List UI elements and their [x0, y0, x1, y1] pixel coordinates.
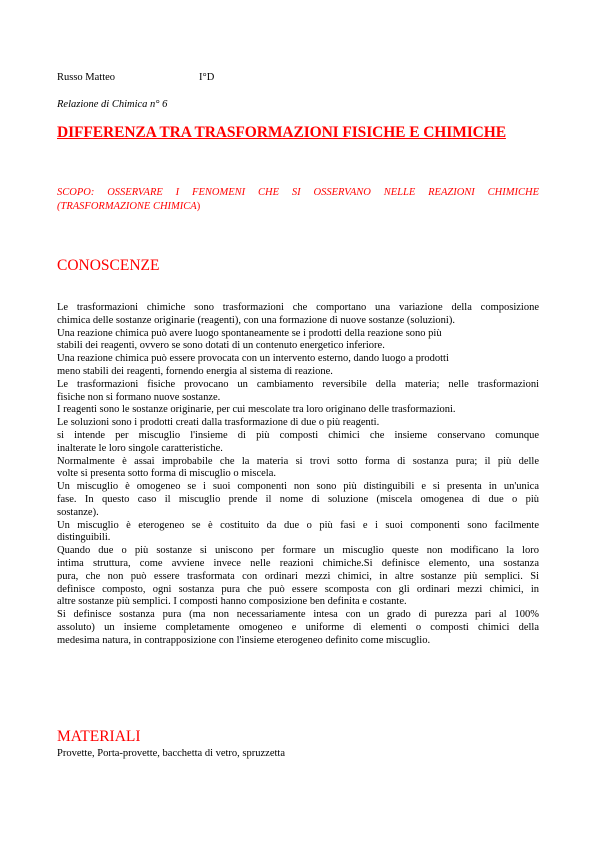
conoscenze-line: sostanze). — [57, 506, 99, 518]
conoscenze-line: si intende per miscuglio l'insieme di più composti chimici che insieme conservano comunque — [57, 429, 539, 441]
conoscenze-line: Una reazione chimica può avere luogo spontaneamente se i prodotti della reazione sono più — [57, 327, 442, 339]
conoscenze-line: Le trasformazioni fisiche provocano un cambiamento reversibile della materia; nelle trasformazioni — [57, 378, 539, 390]
class-label: I°D — [199, 72, 215, 83]
document-title: DIFFERENZA TRA TRASFORMAZIONI FISICHE E CHIMICHE — [57, 124, 506, 141]
author-name: Russo Matteo — [57, 72, 116, 83]
conoscenze-line: Un miscuglio è omogeneo se i suoi componenti non sono più distinguibili e si presenta in un'unica — [57, 481, 539, 493]
author-line — [57, 72, 215, 83]
materiali-list: Provette, Porta-provette, bacchetta di vetro, spruzzetta — [57, 748, 285, 759]
conoscenze-line: volte si presenta sotto forma di miscuglio o miscela. — [57, 468, 276, 480]
conoscenze-line: altre sostanze più semplici. I composti hanno composizione ben definita e costante. — [57, 596, 407, 608]
report-number: Relazione di Chimica n° 6 — [57, 99, 168, 110]
conoscenze-line: Normalmente è assai improbabile che la materia si trovi sotto forma di sostanza pura; il più delle — [57, 455, 539, 467]
conoscenze-line: Una reazione chimica può essere provocata con un intervento esterno, dando luogo a prodotti — [57, 353, 449, 365]
conoscenze-line: distinguibili. — [57, 532, 111, 544]
conoscenze-line: intima struttura, come avviene invece nelle reazioni chimiche.Si definisce elemento, una sostanza — [57, 557, 539, 569]
conoscenze-line: meno stabili dei reagenti, fornendo energia al sistema di reazione. — [57, 365, 333, 377]
conoscenze-line: assoluto) un insieme completamente omogeneo e uniforme di elementi o composti chimici della — [57, 621, 539, 633]
section-heading-conoscenze: CONOSCENZE — [57, 257, 160, 274]
conoscenze-line: Quando due o più sostanze si uniscono per formare un miscuglio queste non modificano la loro — [57, 545, 539, 557]
conoscenze-line: stabili dei reagenti, ovvero se sono dotati di un contenuto energetico inferiore. — [57, 340, 385, 352]
conoscenze-body — [57, 302, 539, 648]
conoscenze-line: I reagenti sono le sostanze originarie, per cui mescolate tra loro originano delle trasformazioni. — [57, 404, 456, 416]
conoscenze-line: Le trasformazioni chimiche sono trasformazioni che comportano una variazione della composizione — [57, 302, 539, 313]
conoscenze-line: Un miscuglio è eterogeneo se è costituito da due o più fasi e i suoi componenti sono facilmente — [57, 519, 539, 531]
scopo-text: SCOPO: OSSERVARE I FENOMENI CHE SI OSSERVANO NELLE REAZIONI CHIMICHE (TRASFORMAZIONE CHIMICA — [57, 187, 539, 212]
conoscenze-line: fase. In questo caso il miscuglio prende il nome di soluzione (miscela omogenea di due o più — [57, 493, 539, 505]
conoscenze-line: medesima natura, in contrapposizione con l'insieme eterogeneo definito come miscuglio. — [57, 634, 431, 646]
conoscenze-line: chimica delle sostanze originarie (reagenti), con una formazione di nuove sostanze (soluzioni). — [57, 314, 455, 326]
scopo-paragraph — [57, 186, 539, 214]
section-heading-materiali: MATERIALI — [57, 728, 141, 745]
conoscenze-line: Si definisce sostanza pura (ma non necessariamente intesa con un grado di purezza pari al 100% — [57, 609, 539, 621]
conoscenze-line: pura, che non può essere trasformata con ordinari mezzi chimici, in altre sostanze più semplici. Si — [57, 570, 539, 582]
conoscenze-line: inalterate le loro singole caratteristiche. — [57, 442, 223, 454]
scopo-close: ) — [196, 201, 201, 212]
conoscenze-line: fisiche non si formano nuove sostanze. — [57, 391, 221, 403]
conoscenze-line: definisce composto, ogni sostanza pura che può essere scomposta con gli ordinari mezzi chimici, in — [57, 583, 539, 595]
conoscenze-line: Le soluzioni sono i prodotti creati dalla trasformazione di due o più reagenti. — [57, 417, 380, 429]
